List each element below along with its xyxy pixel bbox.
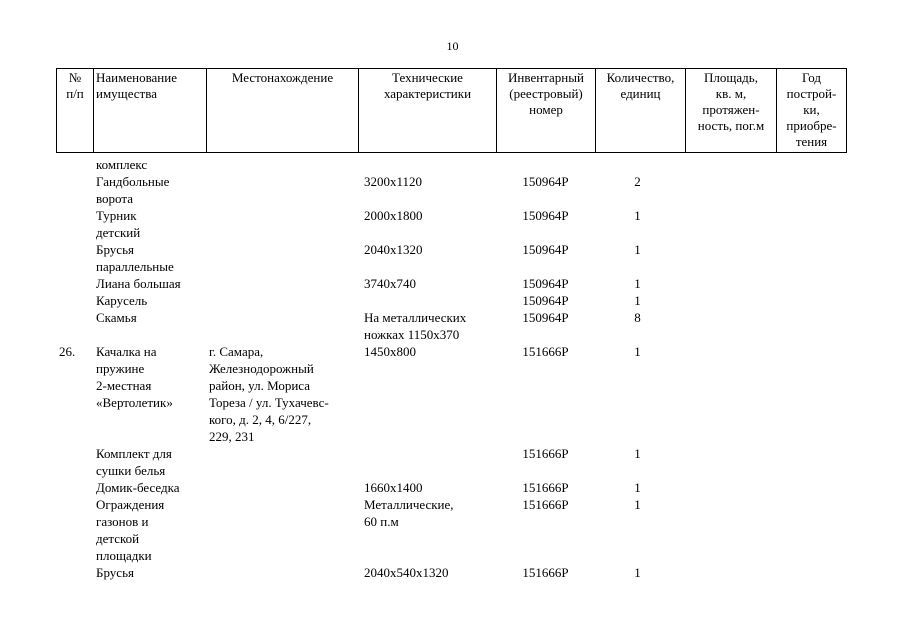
row-num <box>56 156 93 173</box>
row-name: Качалка на пружине 2-местная «Вертолетик» <box>96 344 173 410</box>
row-tech: 3740х740 <box>364 276 416 291</box>
row-tech: 1660х1400 <box>364 480 423 495</box>
table-row <box>56 292 846 309</box>
row-quantity: 8 <box>634 310 641 325</box>
row-location <box>206 292 358 309</box>
row-num <box>56 241 93 275</box>
row-inventory: 151666Р <box>522 344 569 359</box>
row-num <box>56 479 93 496</box>
row-name: Карусель <box>96 293 148 308</box>
row-tech: 2040х1320 <box>364 242 423 257</box>
row-area <box>685 309 776 343</box>
row-quantity: 1 <box>634 497 641 512</box>
row-location <box>206 496 358 564</box>
header-area: Площадь, кв. м, протяжен- ность, пог.м <box>686 69 777 153</box>
row-tech: На металлических ножках 1150х370 <box>364 310 467 342</box>
row-year <box>776 275 846 292</box>
row-quantity: 1 <box>634 565 641 580</box>
row-area <box>685 479 776 496</box>
header-location: Местонахождение <box>207 69 359 153</box>
row-name: Домик-беседка <box>96 480 180 495</box>
row-inventory: 150964Р <box>522 174 569 189</box>
row-area <box>685 496 776 564</box>
row-name: Брусья <box>96 565 134 580</box>
table-row <box>56 207 846 241</box>
row-name: Комплект для сушки белья <box>96 446 172 478</box>
row-year <box>776 479 846 496</box>
row-tech: 2000х1800 <box>364 208 423 223</box>
row-tech <box>358 445 496 479</box>
row-location <box>206 275 358 292</box>
row-location <box>206 173 358 207</box>
table-row <box>56 309 846 343</box>
table-row <box>56 173 846 207</box>
row-inventory: 150964Р <box>522 276 569 291</box>
row-num <box>56 496 93 564</box>
row-name: Турник детский <box>96 208 141 240</box>
row-quantity <box>595 156 685 173</box>
row-name: Ограждения газонов и детской площадки <box>96 497 165 563</box>
row-num <box>56 207 93 241</box>
row-tech <box>358 156 496 173</box>
table-row <box>56 241 846 275</box>
row-location <box>206 479 358 496</box>
row-tech: 1450х800 <box>364 344 416 359</box>
row-year <box>776 156 846 173</box>
row-inventory: 151666Р <box>522 497 569 512</box>
row-inventory: 151666Р <box>522 565 569 580</box>
row-quantity: 1 <box>634 480 641 495</box>
row-quantity: 2 <box>634 174 641 189</box>
row-num: 26. <box>59 344 76 359</box>
row-location <box>206 156 358 173</box>
table-row <box>56 343 846 445</box>
row-quantity: 1 <box>634 208 641 223</box>
table-row <box>56 564 846 581</box>
row-name: Лиана большая <box>96 276 181 291</box>
row-num <box>56 309 93 343</box>
row-num <box>56 445 93 479</box>
row-year <box>776 564 846 581</box>
header-name: Наименование имущества <box>94 69 207 153</box>
row-tech: 3200х1120 <box>364 174 423 189</box>
row-num <box>56 173 93 207</box>
row-year <box>776 343 846 445</box>
row-location <box>206 207 358 241</box>
row-year <box>776 496 846 564</box>
row-area <box>685 445 776 479</box>
row-year <box>776 292 846 309</box>
row-year <box>776 241 846 275</box>
row-inventory: 150964Р <box>522 310 569 325</box>
row-inventory: 150964Р <box>522 242 569 257</box>
row-name: Гандбольные ворота <box>96 174 170 206</box>
table-header <box>56 68 847 153</box>
row-quantity: 1 <box>634 276 641 291</box>
table-row <box>56 496 846 564</box>
header-year: Год построй- ки, приобре- тения <box>777 69 847 153</box>
row-num <box>56 564 93 581</box>
header-tech: Технические характеристики <box>359 69 497 153</box>
table-row <box>56 479 846 496</box>
row-area <box>685 343 776 445</box>
row-year <box>776 207 846 241</box>
row-name: комплекс <box>96 157 148 172</box>
row-location: г. Самара, Железнодорожный район, ул. Мориса Тореза / ул. Тухачевс- кого, д. 2, 4, 6/227, 229, 231 <box>209 344 329 444</box>
row-quantity: 1 <box>634 293 641 308</box>
row-quantity: 1 <box>634 242 641 257</box>
row-quantity: 1 <box>634 344 641 359</box>
table-body <box>56 156 846 581</box>
header-quantity: Количество, единиц <box>596 69 686 153</box>
page-number: 10 <box>446 39 459 53</box>
row-tech: 2040х540х1320 <box>364 565 449 580</box>
row-area <box>685 292 776 309</box>
row-num <box>56 275 93 292</box>
row-year <box>776 173 846 207</box>
table-row <box>56 445 846 479</box>
row-location <box>206 241 358 275</box>
table-row <box>56 275 846 292</box>
row-location <box>206 309 358 343</box>
row-inventory: 151666Р <box>522 446 569 461</box>
row-tech: Металлические, 60 п.м <box>364 497 454 529</box>
row-location <box>206 564 358 581</box>
row-area <box>685 564 776 581</box>
row-inventory: 151666Р <box>522 480 569 495</box>
row-inventory: 150964Р <box>522 208 569 223</box>
row-quantity: 1 <box>634 446 641 461</box>
row-area <box>685 241 776 275</box>
row-num <box>56 292 93 309</box>
table-row <box>56 156 846 173</box>
header-num: № п/п <box>57 69 94 153</box>
row-year <box>776 445 846 479</box>
row-name: Брусья параллельные <box>96 242 174 274</box>
row-year <box>776 309 846 343</box>
row-area <box>685 275 776 292</box>
row-tech <box>358 292 496 309</box>
row-location <box>206 445 358 479</box>
row-area <box>685 156 776 173</box>
row-area <box>685 207 776 241</box>
header-inventory: Инвентарный (реестровый) номер <box>497 69 596 153</box>
row-inventory: 150964Р <box>522 293 569 308</box>
row-area <box>685 173 776 207</box>
row-inventory <box>496 156 595 173</box>
row-name: Скамья <box>96 310 137 325</box>
